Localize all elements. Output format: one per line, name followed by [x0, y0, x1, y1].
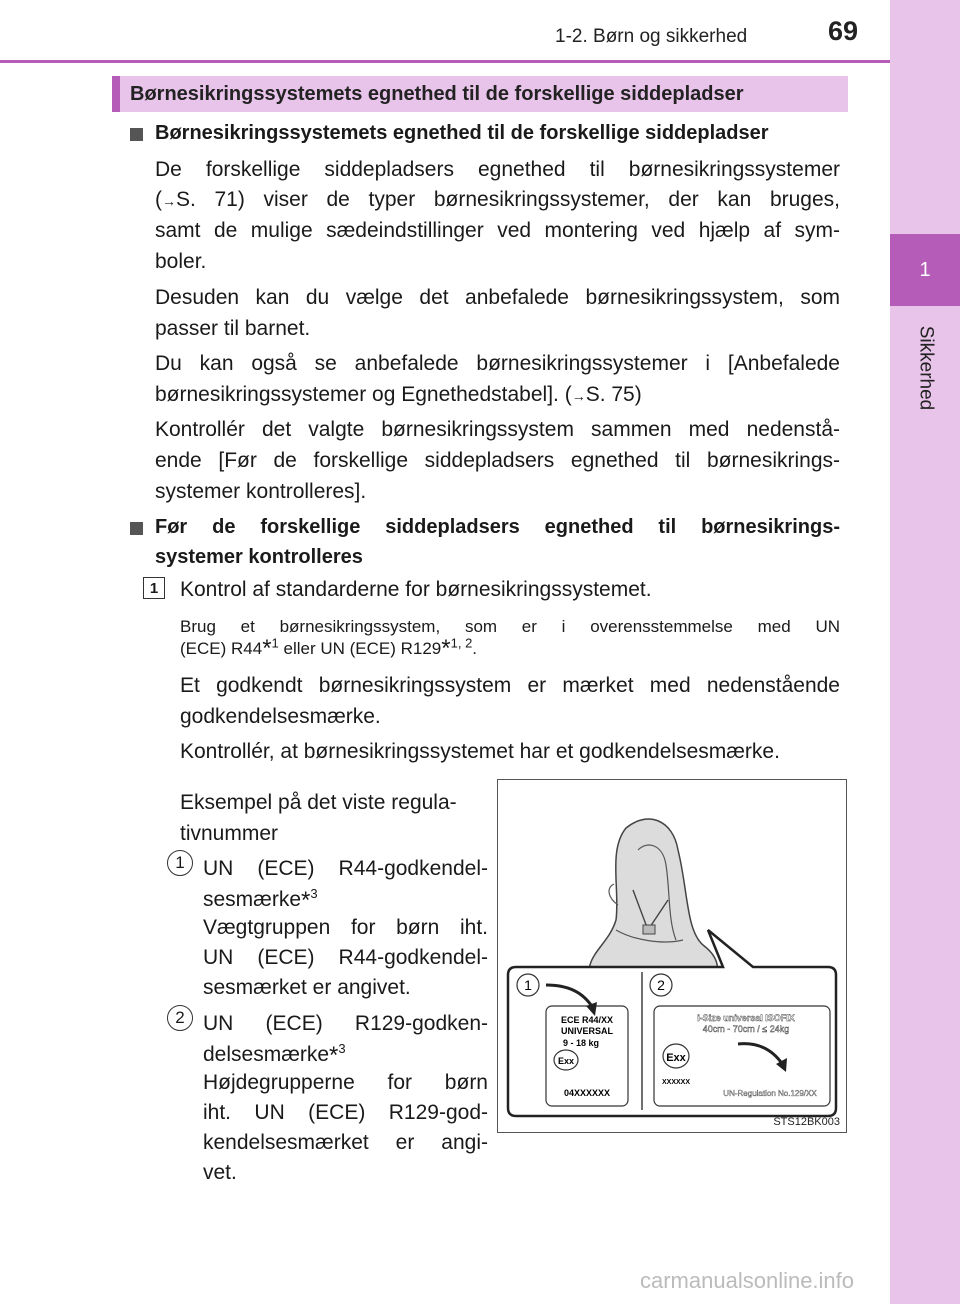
footnote-star: *	[329, 1042, 339, 1069]
label2-mark: Exx	[666, 1052, 686, 1064]
item-1-line-2	[203, 884, 318, 915]
paren: (	[155, 188, 162, 211]
chapter-number: 1	[890, 234, 960, 306]
figure-callout-1: 1	[524, 977, 532, 993]
paragraph-1-line-4: boler.	[155, 250, 207, 273]
item-text: delsesmærke	[203, 1043, 330, 1066]
item-2-line-1: UN (ECE) R129-godken-	[203, 1012, 488, 1035]
text: børnesikringssystemer og Egnethedstabel]. (	[155, 383, 572, 406]
arrow-right-icon: →	[162, 193, 176, 209]
bullet-square-icon	[130, 522, 143, 535]
subheading-1: Børnesikringssystemets egnethed til de forskellige siddepladser	[155, 122, 769, 144]
chapter-label	[890, 318, 960, 418]
paragraph-4-line-2: ende [Før de forskellige siddepladsers egnethed til børnesikrings-	[155, 449, 840, 472]
page-ref-text: S. 75)	[585, 383, 642, 406]
paragraph-3-line-2	[155, 379, 642, 412]
chapter-label-text: Sikkerhed	[915, 325, 936, 411]
paragraph-6: Kontrollér, at børnesikringssystemet har et godkendelsesmærke.	[180, 740, 780, 763]
figure-callout-2: 2	[657, 977, 665, 993]
child-seat-approval-figure	[497, 779, 847, 1133]
item-2-line-6: vet.	[203, 1161, 237, 1184]
paragraph-1-line-2	[155, 184, 840, 217]
child-seat-illustration	[498, 780, 848, 1134]
label2-line1: i-Size universal ISOFIX	[697, 1013, 795, 1023]
label1-line1: ECE R44/XX	[560, 1015, 614, 1025]
step-number-box: 1	[143, 577, 165, 599]
footnote-ref: 1, 2	[450, 635, 473, 651]
note-text: (ECE) R44	[180, 639, 263, 658]
item-1-line-3: Vægtgruppen for børn iht.	[203, 916, 488, 939]
header-divider	[0, 60, 890, 63]
item-1-line-1: UN (ECE) R44-godkendel-	[203, 857, 488, 880]
paragraph-5-line-2: godkendelsesmærke.	[180, 705, 381, 728]
label1-code: 04XXXXXX	[563, 1088, 611, 1098]
bullet-square-icon	[130, 128, 143, 141]
item-1-number-circle: 1	[167, 850, 193, 876]
note-line-1: Brug et børnesikringssystem, som er i overensstemmelse med UN	[180, 617, 840, 636]
subheading-2-line-1: Før de forskellige siddepladsers egnethed til børnesikrings-	[155, 516, 840, 538]
item-1-line-5: sesmærket er angivet.	[203, 976, 411, 999]
item-2-line-4: iht. UN (ECE) R129-god-	[203, 1101, 488, 1124]
label2-line2: 40cm - 70cm / ≤ 24kg	[702, 1024, 790, 1034]
item-2-line-3: Højdegrupperne for børn	[203, 1071, 488, 1094]
item-2-line-2	[203, 1039, 346, 1070]
paragraph-2-line-2: passer til barnet.	[155, 317, 311, 340]
section-title-bar	[112, 76, 848, 112]
footnote-star: *	[441, 635, 451, 662]
paragraph-5-line-1: Et godkendt børnesikringssystem er mærket med nedenstående	[180, 674, 840, 697]
paragraph-1-line-3: samt de mulige sædeindstillinger ved montering ved hjælp af sym-	[155, 219, 840, 242]
footnote-ref: 1	[271, 635, 279, 651]
arrow-right-icon: →	[571, 388, 586, 404]
figure-code: STS12BK003	[773, 1116, 840, 1128]
item-1-line-4: UN (ECE) R44-godkendel-	[203, 946, 488, 969]
item-2-line-5: kendelsesmærket er angi-	[203, 1131, 488, 1154]
example-line-2: tivnummer	[180, 822, 279, 845]
note-text: eller UN (ECE) R129	[278, 639, 442, 658]
footnote-star: *	[301, 887, 311, 914]
example-line-1: Eksempel på det viste regula-	[180, 791, 457, 814]
paragraph-2-line-1: Desuden kan du vælge det anbefalede børnesikringssystem, som	[155, 286, 840, 309]
paragraph-4-line-1: Kontrollér det valgte børnesikringssystem sammen med nedenstå-	[155, 418, 840, 441]
item-text: sesmærke	[203, 888, 302, 911]
chapter-side-tab	[890, 0, 960, 1304]
subheading-2-line-2: systemer kontrolleres	[155, 546, 363, 568]
paragraph-3-line-1: Du kan også se anbefalede børnesikringssystemer i [Anbefalede	[155, 352, 840, 375]
label2-regulation: UN-Regulation No.129/XX	[723, 1089, 817, 1098]
step-text: Kontrol af standarderne for børnesikringssystemet.	[180, 578, 652, 601]
label1-line2: UNIVERSAL	[560, 1026, 614, 1036]
paragraph-1-line-1: De forskellige siddepladsers egnethed til børnesikringssystemer	[155, 158, 840, 181]
page-number: 69	[828, 16, 859, 46]
page-ref-text: S. 71) viser de typer børnesikringssystemer, der kan bruges,	[176, 188, 840, 211]
section-title: Børnesikringssystemets egnethed til de forskellige siddepladser	[130, 82, 744, 105]
footnote-star: *	[262, 635, 272, 662]
label2-code: XXXXXX	[661, 1079, 691, 1086]
item-2-number-circle: 2	[167, 1005, 193, 1031]
paragraph-4-line-3: systemer kontrolleres].	[155, 480, 367, 503]
header-section-title: 1-2. Børn og sikkerhed	[555, 26, 748, 47]
footnote-ref: 3	[310, 886, 318, 901]
note-line-2	[180, 635, 478, 662]
label1-mark: Exx	[557, 1056, 575, 1066]
note-text: .	[472, 639, 478, 658]
label1-line3: 9 - 18 kg	[562, 1038, 600, 1048]
footnote-ref: 3	[338, 1041, 346, 1056]
watermark: carmanualsonline.info	[640, 1268, 855, 1293]
